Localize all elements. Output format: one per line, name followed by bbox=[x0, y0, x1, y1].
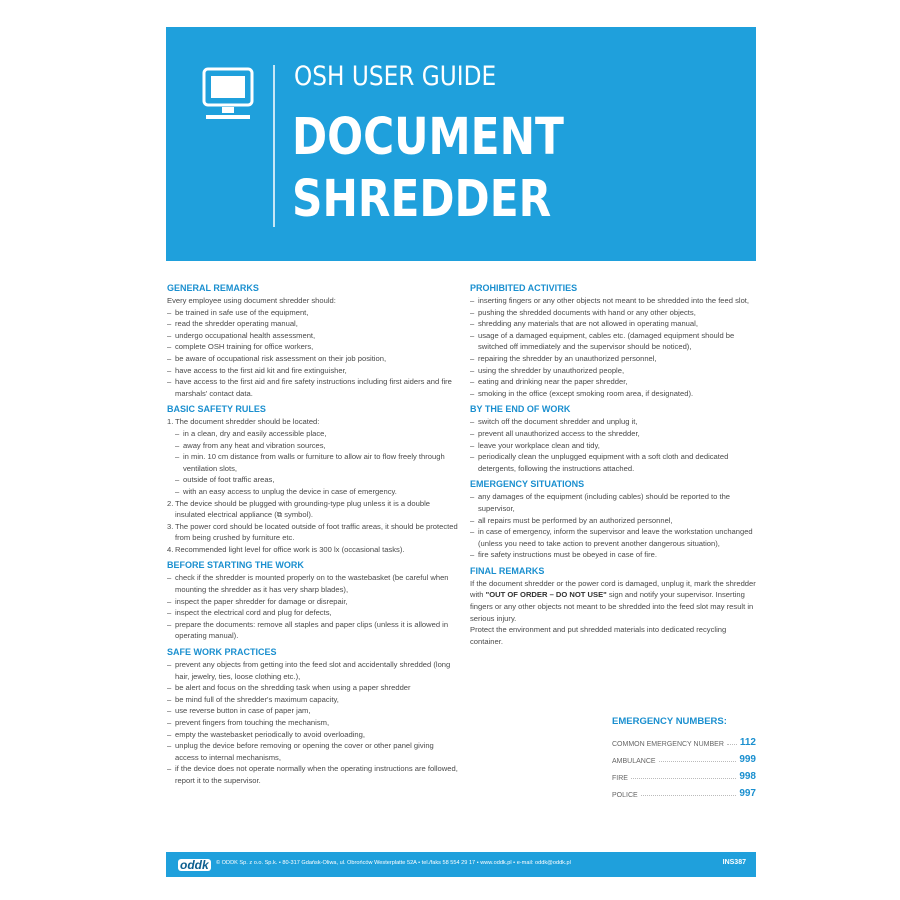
list-item: – be alert and focus on the shredding task when using a paper shredder bbox=[167, 682, 459, 694]
list-item: – be trained in safe use of the equipment, bbox=[167, 307, 459, 319]
header-subtitle: OSH USER GUIDE bbox=[294, 61, 497, 92]
list-item: – usage of a damaged equipment, cables etc. (damaged equipment should be switched off immediately and the supervisor should be noticed), bbox=[470, 330, 758, 353]
item-number: 3. bbox=[167, 521, 174, 531]
list-item: – complete OSH training for office workers, bbox=[167, 341, 459, 353]
paragraph: Protect the environment and put shredded materials into dedicated recycling container. bbox=[470, 625, 727, 646]
section-heading: EMERGENCY NUMBERS: bbox=[612, 716, 727, 727]
title-line-1: DOCUMENT bbox=[292, 108, 564, 167]
list-item: – fire safety instructions must be obeyed in case of fire. bbox=[470, 549, 758, 561]
sub-list-item: – with an easy access to unplug the device in case of emergency. bbox=[167, 486, 459, 498]
numbered-item bbox=[167, 521, 459, 544]
monitor-icon bbox=[202, 67, 254, 125]
leader-dots bbox=[641, 795, 737, 796]
list-item: – pushing the shredded documents with hand or any other objects, bbox=[470, 307, 758, 319]
list-item: – leave your workplace clean and tidy, bbox=[470, 440, 758, 452]
list-item: – prevent any objects from getting into the feed slot and accidentally shredded (long hair, jewelry, ties, loose clothing etc.), bbox=[167, 659, 459, 682]
final-remarks-section bbox=[470, 565, 758, 648]
list-item: – be mind full of the shredder's maximum capacity, bbox=[167, 694, 459, 706]
emergency-number-row bbox=[612, 748, 756, 765]
list-item: – empty the wastebasket periodically to avoid overloading, bbox=[167, 729, 459, 741]
emergency-label: AMBULANCE bbox=[612, 758, 656, 765]
footer-contact-text: © ODDK Sp. z o.o. Sp.k. • 80-317 Gdańsk-Oliwa, ul. Obrońców Westerplatte 52A • tel./faks 58 554 29 17 • www.oddk.pl • e-mail: oddk@oddk.pl bbox=[216, 860, 571, 866]
emergency-number: 999 bbox=[739, 754, 756, 765]
leader-dots bbox=[631, 778, 736, 779]
emergency-number: 112 bbox=[739, 737, 756, 748]
list-item: – all repairs must be performed by an authorized personnel, bbox=[470, 515, 758, 527]
emergency-number-row bbox=[612, 731, 756, 748]
list-item: – inserting fingers or any other objects not meant to be shredded into the feed slot, bbox=[470, 295, 758, 307]
list-item: – periodically clean the unplugged equipment with a soft cloth and dedicated detergents, following the instructions attached. bbox=[470, 451, 758, 474]
oddk-logo: oddk bbox=[180, 858, 209, 872]
list-item: – use reverse button in case of paper jam, bbox=[167, 705, 459, 717]
list-item: – smoking in the office (except smoking room area, if designated). bbox=[470, 388, 758, 400]
list-item: – prevent all unauthorized access to the shredder, bbox=[470, 428, 758, 440]
list-item: – shredding any materials that are not allowed in operating manual, bbox=[470, 318, 758, 330]
emergency-situations-section bbox=[470, 478, 758, 561]
footer-bar bbox=[166, 852, 756, 877]
numbered-item bbox=[167, 498, 459, 521]
sub-list-item: – in min. 10 cm distance from walls or furniture to allow air to flow freely through ventilation slots, bbox=[167, 451, 459, 474]
paragraph: Every employee using document shredder should: bbox=[167, 296, 336, 305]
title-line-2: SHREDDER bbox=[292, 170, 552, 229]
page-title bbox=[292, 107, 564, 231]
paragraph bbox=[470, 578, 758, 624]
emergency-label: POLICE bbox=[612, 792, 638, 799]
item-number: 2. bbox=[167, 498, 174, 508]
list-item: – switch off the document shredder and unplug it, bbox=[470, 416, 758, 428]
list-item: – repairing the shredder by an unauthorized personnel, bbox=[470, 353, 758, 365]
left-column bbox=[167, 280, 459, 791]
section-heading: FINAL REMARKS bbox=[470, 565, 545, 576]
item-number: 4. bbox=[167, 544, 174, 554]
header-banner bbox=[166, 27, 756, 261]
sub-list-item: – in a clean, dry and easily accessible place, bbox=[167, 428, 459, 440]
emergency-label: FIRE bbox=[612, 775, 628, 782]
list-item: – have access to the first aid and fire safety instructions including first aiders and fire marshals' contact data. bbox=[167, 376, 459, 399]
sub-list-item: – outside of foot traffic areas, bbox=[167, 474, 459, 486]
list-item: – check if the shredder is mounted properly on to the wastebasket (be careful when mounting the shredder as it has very sharp blades), bbox=[167, 572, 459, 595]
list-item: – eating and drinking near the paper shredder, bbox=[470, 376, 758, 388]
osh-guide-sheet bbox=[166, 27, 756, 877]
emergency-label: COMMON EMERGENCY NUMBER bbox=[612, 741, 724, 748]
section-heading: PROHIBITED ACTIVITIES bbox=[470, 283, 578, 293]
list-item: – unplug the device before removing or opening the cover or other panel giving access to internal mechanisms, bbox=[167, 740, 459, 763]
list-item: – have access to the first aid kit and fire extinguisher, bbox=[167, 365, 459, 377]
basic-safety-section bbox=[167, 403, 459, 555]
section-heading: GENERAL REMARKS bbox=[167, 283, 259, 293]
list-item: – any damages of the equipment (including cables) should be reported to the supervisor, bbox=[470, 491, 758, 514]
list-item: – inspect the electrical cord and plug for defects, bbox=[167, 607, 459, 619]
general-remarks-section bbox=[167, 282, 459, 399]
out-of-order-label: "OUT OF ORDER – DO NOT USE" bbox=[485, 590, 607, 600]
list-item: – read the shredder operating manual, bbox=[167, 318, 459, 330]
item-text: The document shredder should be located: bbox=[175, 417, 320, 427]
list-item: – prevent fingers from touching the mechanism, bbox=[167, 717, 459, 729]
paragraph-text: sign and notify your supervisor. Inserting fingers or any other objects not meant to be shredded into the feed slot may result in serious injury. bbox=[470, 590, 754, 623]
list-item: – inspect the paper shredder for damage or disrepair, bbox=[167, 596, 459, 608]
item-number: 1. bbox=[167, 417, 174, 427]
right-column bbox=[470, 280, 758, 651]
list-item: – undergo occupational health assessment, bbox=[167, 330, 459, 342]
list-item: – in case of emergency, inform the supervisor and leave the workstation unchanged (unless you need to take action to prevent another dangerous situation), bbox=[470, 526, 758, 549]
sub-list-item: – away from any heat and vibration sources, bbox=[167, 440, 459, 452]
emergency-number-row bbox=[612, 782, 756, 799]
paragraph-text: If the document shredder or the power cord is damaged, unplug it, mark the shredder with bbox=[470, 578, 756, 600]
list-item: – prepare the documents: remove all staples and paper clips (unless it is allowed in operating manual). bbox=[167, 619, 459, 642]
prohibited-section bbox=[470, 282, 758, 399]
section-heading: SAFE WORK PRACTICES bbox=[167, 647, 277, 658]
emergency-number: 997 bbox=[739, 788, 756, 799]
emergency-number: 998 bbox=[739, 771, 756, 782]
emergency-numbers-box bbox=[612, 715, 756, 799]
list-item: – using the shredder by unauthorized people, bbox=[470, 365, 758, 377]
section-heading: EMERGENCY SITUATIONS bbox=[470, 479, 585, 490]
section-heading: BEFORE STARTING THE WORK bbox=[167, 560, 304, 571]
emergency-number-row bbox=[612, 765, 756, 782]
header-divider bbox=[273, 65, 275, 227]
section-heading: BASIC SAFETY RULES bbox=[167, 404, 266, 415]
leader-dots bbox=[727, 744, 737, 745]
list-item: – if the device does not operate normally when the operating instructions are followed, report it to the supervisor. bbox=[167, 763, 459, 786]
numbered-item bbox=[167, 416, 459, 428]
before-starting-section bbox=[167, 559, 459, 642]
safe-work-section bbox=[167, 646, 459, 787]
section-heading: BY THE END OF WORK bbox=[470, 404, 571, 415]
item-text: Recommended light level for office work is 300 lx (occasional tasks). bbox=[175, 544, 405, 554]
document-code: INS387 bbox=[722, 859, 746, 866]
list-item: – be aware of occupational risk assessment on their job position, bbox=[167, 353, 459, 365]
item-text: The power cord should be located outside of foot traffic areas, it should be protected from being crushed by furniture etc. bbox=[175, 521, 458, 543]
leader-dots bbox=[659, 761, 737, 762]
numbered-item bbox=[167, 544, 459, 556]
item-text: The device should be plugged with grounding-type plug unless it is a double insulated electrical appliance (⧉ symbol). bbox=[175, 498, 430, 520]
end-of-work-section bbox=[470, 403, 758, 474]
